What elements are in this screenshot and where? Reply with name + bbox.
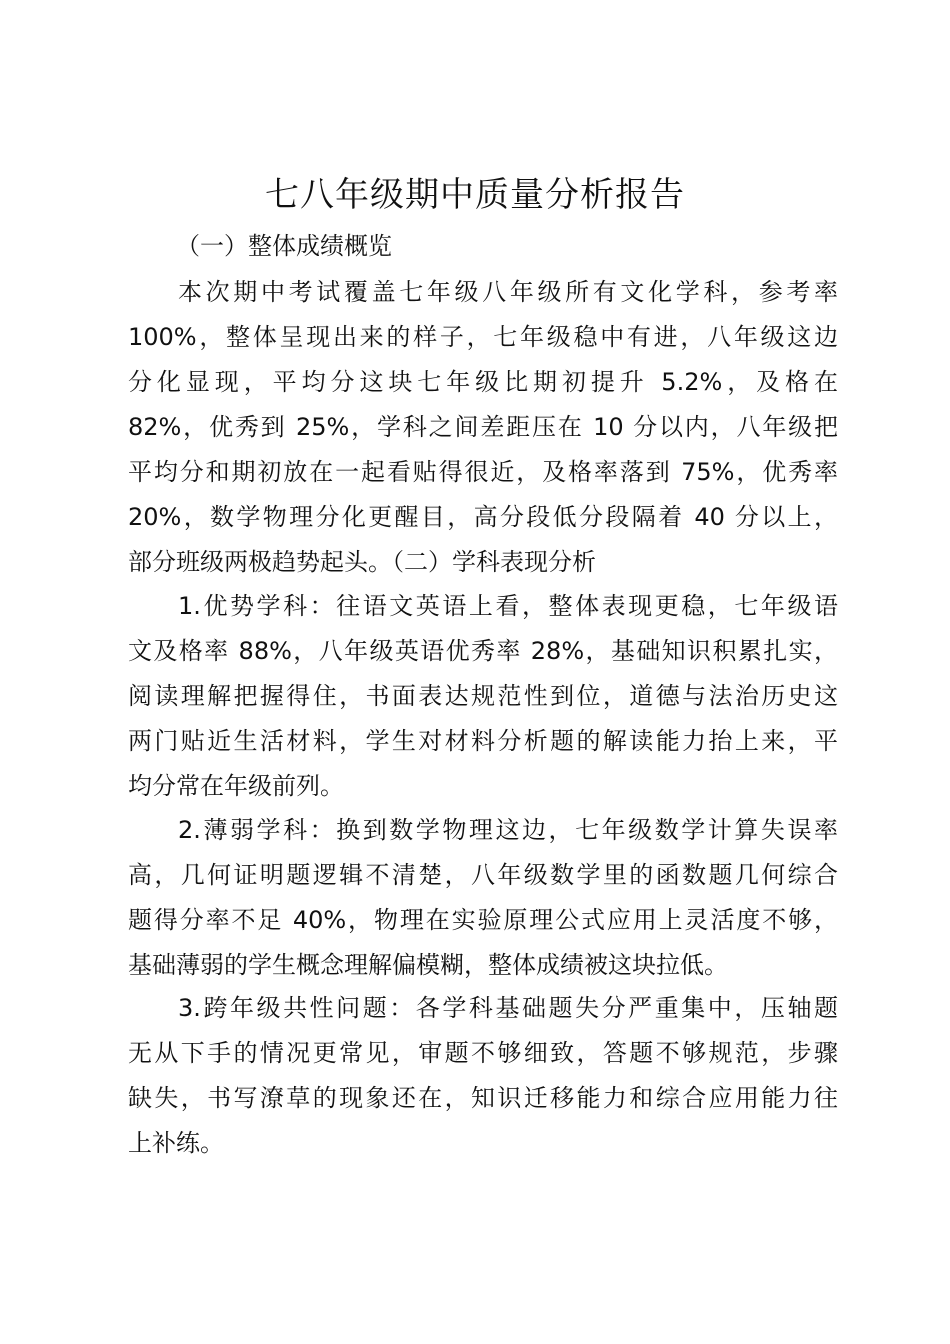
paragraph-line: 上补练。	[128, 1129, 224, 1157]
paragraph-line: 文及格率 88%，八年级英语优秀率 28%，基础知识积累扎实，	[128, 637, 838, 665]
paragraph-line: 题得分率不足 40%，物理在实验原理公式应用上灵活度不够，	[128, 906, 838, 934]
paragraph-common-issues	[128, 986, 838, 1166]
paragraph-line: 平均分和期初放在一起看贴得很近，及格率落到 75%，优秀率	[128, 458, 838, 486]
paragraph-line: 100%，整体呈现出来的样子，七年级稳中有进，八年级这边	[128, 323, 838, 351]
paragraph-line: 20%，数学物理分化更醒目，高分段低分段隔着 40 分以上，	[128, 503, 838, 531]
paragraph-line: 均分常在年级前列。	[128, 772, 344, 800]
paragraph-line: 3.跨年级共性问题：各学科基础题失分严重集中，压轴题	[178, 994, 838, 1022]
section-heading-overall: （一）整体成绩概览	[176, 232, 392, 260]
paragraph-line: 两门贴近生活材料，学生对材料分析题的解读能力抬上来，平	[128, 727, 838, 755]
document-title: 七八年级期中质量分析报告	[265, 175, 685, 215]
paragraph-strong-subjects	[128, 584, 838, 809]
paragraph-line: 1.优势学科：往语文英语上看，整体表现更稳，七年级语	[178, 592, 838, 620]
paragraph-line: 82%，优秀到 25%，学科之间差距压在 10 分以内，八年级把	[128, 413, 838, 441]
paragraph-line: 高，几何证明题逻辑不清楚，八年级数学里的函数题几何综合	[128, 861, 838, 889]
paragraph-line: 本次期中考试覆盖七年级八年级所有文化学科，参考率	[178, 278, 838, 306]
paragraph-line: 2.薄弱学科：换到数学物理这边，七年级数学计算失误率	[178, 816, 838, 844]
paragraph-line: 基础薄弱的学生概念理解偏模糊，整体成绩被这块拉低。	[128, 951, 728, 979]
paragraph-line: 部分班级两极趋势起头。（二）学科表现分析	[128, 548, 596, 576]
paragraph-line: 缺失，书写潦草的现象还在，知识迁移能力和综合应用能力往	[128, 1084, 838, 1112]
paragraph-line: 阅读理解把握得住，书面表达规范性到位，道德与法治历史这	[128, 682, 838, 710]
paragraph-weak-subjects	[128, 808, 838, 988]
paragraph-overall-results	[128, 270, 838, 585]
paragraph-line: 分化显现，平均分这块七年级比期初提升 5.2%，及格在	[128, 368, 838, 396]
paragraph-line: 无从下手的情况更常见，审题不够细致，答题不够规范，步骤	[128, 1039, 838, 1067]
